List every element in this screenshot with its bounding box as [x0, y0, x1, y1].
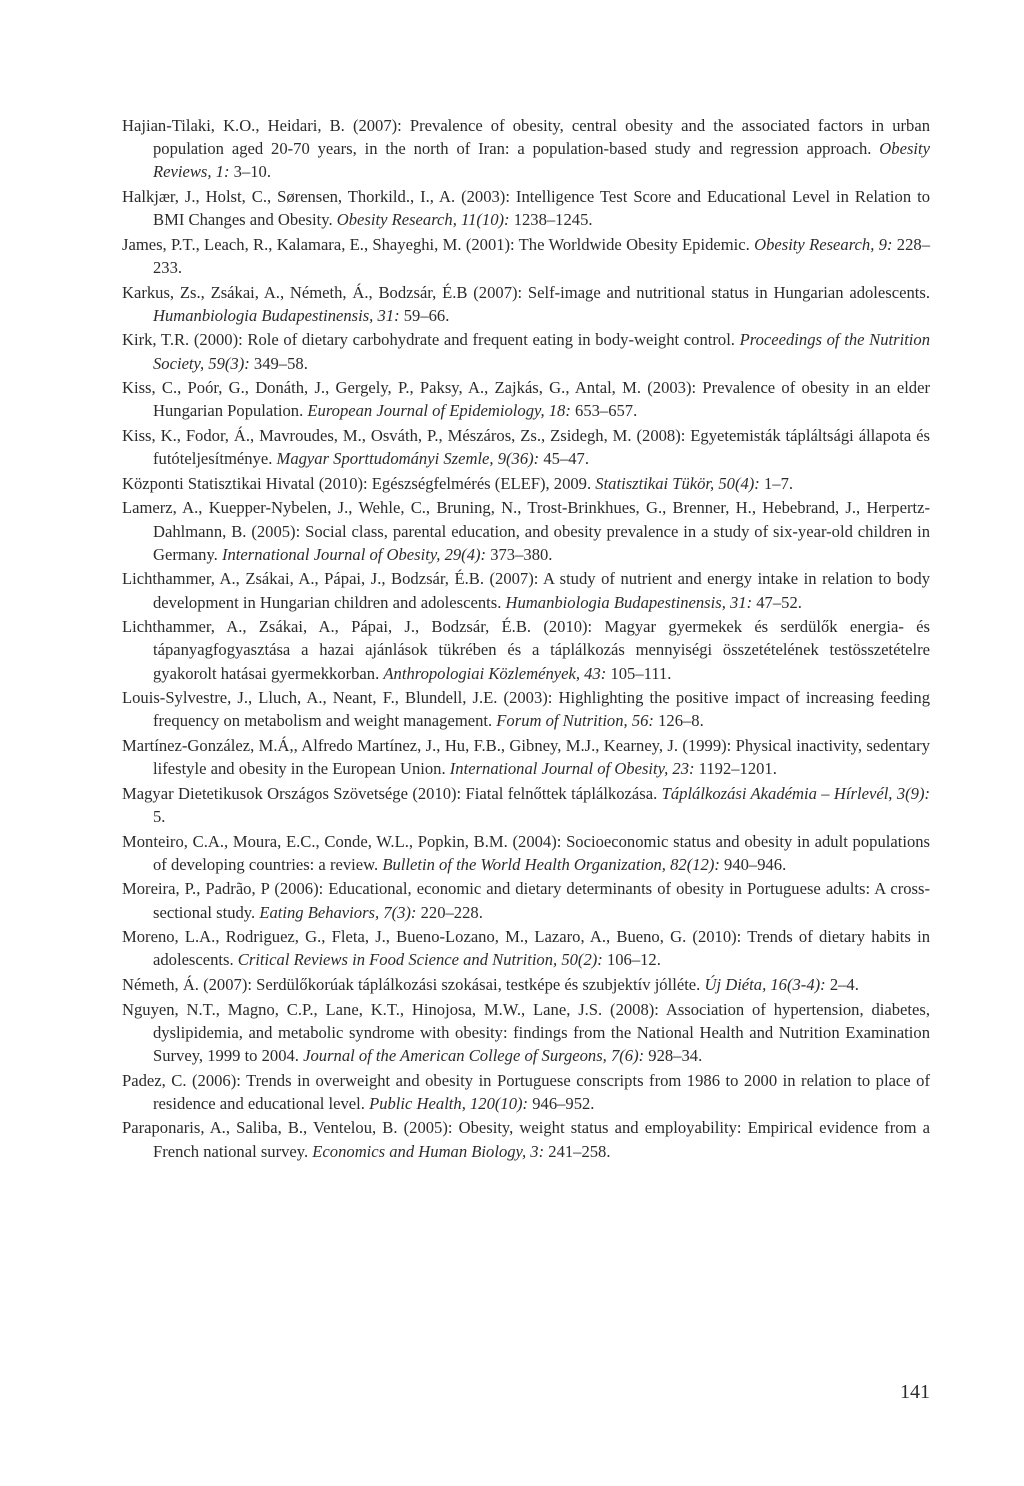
reference-pages: 2–4. — [825, 974, 859, 994]
reference-source: Humanbiologia Budapestinensis, 31: — [153, 305, 400, 325]
reference-entry — [122, 281, 930, 327]
reference-source: Proceedings of the Nutrition Society, 59(3): — [153, 330, 931, 373]
reference-text: James, P.T., Leach, R., Kalamara, E., Shayeghi, M. (2001): The Worldwide Obesity Epidemic. — [122, 234, 755, 254]
reference-pages: 940–946. — [719, 854, 787, 874]
reference-text: Monteiro, C.A., Moura, E.C., Conde, W.L., Popkin, B.M. (2004): Socioeconomic status and obesity in adult populations of developing countries: a review. — [122, 831, 930, 874]
reference-source: Critical Reviews in Food Science and Nutrition, 50(2): — [237, 950, 603, 970]
reference-text: Karkus, Zs., Zsákai, A., Németh, Á., Bodzsár, É.B (2007): Self-image and nutritional status in Hungarian adolescents. — [122, 282, 930, 302]
reference-pages: 126–8. — [653, 711, 704, 731]
reference-pages: 106–12. — [602, 950, 661, 970]
reference-pages: 47–52. — [752, 592, 802, 612]
reference-text: Magyar Dietetikusok Országos Szövetsége (2010): Fiatal felnőttek táplálkozása. — [122, 783, 662, 803]
reference-entry — [122, 233, 930, 279]
reference-text: Paraponaris, A., Saliba, B., Ventelou, B. (2005): Obesity, weight status and employability: Empirical evidence from a French national survey. — [122, 1118, 930, 1161]
reference-pages: 653–657. — [570, 401, 638, 421]
reference-text: Kiss, C., Poór, G., Donáth, J., Gergely, P., Paksy, A., Zajkás, G., Antal, M. (2003): Prevalence of obesity in an elder Hungarian Population. — [122, 378, 930, 421]
reference-entry — [122, 567, 930, 613]
reference-entry — [122, 782, 930, 828]
reference-entry — [122, 925, 930, 971]
reference-text: Lichthammer, A., Zsákai, A., Pápai, J., Bodzsár, É.B. (2007): A study of nutrient and energy intake in relation to body development in Hungarian children and adolescents. — [122, 569, 930, 612]
reference-entry — [122, 973, 930, 996]
reference-source: Obesity Research, 9: — [754, 234, 893, 254]
reference-pages: 1238–1245. — [509, 210, 593, 230]
reference-text: Hajian-Tilaki, K.O., Heidari, B. (2007): Prevalence of obesity, central obesity and the associated factors in urban population aged 20-70 years, in the north of Iran: a population-based study and regression approach. — [122, 116, 930, 159]
reference-pages: 349–58. — [249, 353, 308, 373]
reference-entry — [122, 114, 930, 184]
reference-source: International Journal of Obesity, 23: — [449, 759, 695, 779]
reference-source: Táplálkozási Akadémia – Hírlevél, 3(9): — [661, 783, 931, 803]
reference-entry — [122, 615, 930, 685]
reference-source: International Journal of Obesity, 29(4): — [221, 544, 487, 564]
reference-text: Kirk, T.R. (2000): Role of dietary carbohydrate and frequent eating in body-weight control. — [122, 330, 740, 350]
reference-pages: 45–47. — [539, 449, 589, 469]
reference-entry — [122, 376, 930, 422]
reference-pages: 228–233. — [153, 234, 930, 277]
reference-source: Bulletin of the World Health Organization, 82(12): — [382, 854, 720, 874]
reference-source: Új Diéta, 16(3-4): — [704, 974, 826, 994]
reference-pages: 105–111. — [606, 663, 672, 683]
reference-pages: 220–228. — [416, 902, 483, 922]
reference-pages: 946–952. — [528, 1093, 595, 1113]
reference-text: Martínez-González, M.Á,, Alfredo Martínez, J., Hu, F.B., Gibney, M.J., Kearney, J. (1999): Physical inactivity, sedentary lifestyle and obesity in the European Union. — [122, 735, 930, 779]
reference-source: Eating Behaviors, 7(3): — [259, 902, 417, 922]
reference-pages: 373–380. — [486, 544, 553, 564]
reference-entry — [122, 496, 930, 566]
reference-entry — [122, 998, 930, 1068]
reference-pages: 1192–1201. — [694, 759, 777, 779]
reference-entry — [122, 1069, 930, 1115]
reference-text: Lamerz, A., Kuepper-Nybelen, J., Wehle, C., Bruning, N., Trost-Brinkhues, G., Brenner, H., Hebebrand, J., Herpertz-Dahlmann, B. (2005): Social class, parental education, and obesity prevalence in a study of six-year-old children in Germany. — [122, 498, 930, 564]
reference-source: Obesity Research, 11(10): — [336, 210, 510, 230]
reference-text: Lichthammer, A., Zsákai, A., Pápai, J., Bodzsár, É.B. (2010): Magyar gyermekek és serdülők energia- és tápanyagfogyasztása a hazai ajánlások tükrében és a táplálkozás mennyiségi összetételének testösszetételre gyakorolt hatásai gyermekkorban. — [122, 617, 930, 683]
reference-pages: 3–10. — [229, 162, 271, 182]
reference-text: Moreira, P., Padrão, P (2006): Educational, economic and dietary determinants of obesity in Portuguese adults: A cross-sectional study. — [122, 879, 930, 922]
reference-entry — [122, 1116, 930, 1162]
reference-pages: 5. — [153, 806, 166, 826]
reference-entry — [122, 686, 930, 732]
reference-pages: 241–258. — [544, 1141, 611, 1161]
reference-source: Obesity Reviews, 1: — [153, 139, 930, 182]
page-number: 141 — [900, 1381, 930, 1403]
reference-entry — [122, 472, 930, 495]
reference-text: Kiss, K., Fodor, Á., Mavroudes, M., Osváth, P., Mészáros, Zs., Zsidegh, M. (2008): Egyetemisták tápláltsági állapota és futóteljesítménye. — [122, 425, 930, 469]
reference-text: Nguyen, N.T., Magno, C.P., Lane, K.T., Hinojosa, M.W., Lane, J.S. (2008): Association of hypertension, diabetes, dyslipidemia, and metabolic syndrome with obesity: findings from the National Health and Nutrition Examination Survey, 1999 to 2004. — [122, 999, 930, 1065]
reference-entry — [122, 185, 930, 231]
reference-text: Moreno, L.A., Rodriguez, G., Fleta, J., Bueno-Lozano, M., Lazaro, A., Bueno, G. (2010): Trends of dietary habits in adolescents. — [122, 927, 930, 970]
reference-text: Központi Statisztikai Hivatal (2010): Egészségfelmérés (ELEF), 2009. — [122, 473, 596, 493]
reference-source: Statisztikai Tükör, 50(4): — [595, 473, 760, 493]
reference-pages: 59–66. — [399, 305, 450, 325]
reference-source: Public Health, 120(10): — [369, 1093, 529, 1113]
reference-source: Humanbiologia Budapestinensis, 31: — [505, 592, 753, 612]
reference-entry — [122, 424, 930, 470]
reference-entry — [122, 830, 930, 876]
reference-source: Forum of Nutrition, 56: — [496, 711, 654, 731]
reference-text: Halkjær, J., Holst, C., Sørensen, Thorkild., I., A. (2003): Intelligence Test Score and Educational Level in Relation to BMI Changes and Obesity. — [122, 187, 930, 230]
reference-pages: 1–7. — [759, 473, 794, 493]
reference-text: Padez, C. (2006): Trends in overweight and obesity in Portuguese conscripts from 1986 to 2000 in relation to place of residence and educational level. — [122, 1070, 930, 1113]
reference-pages: 928–34. — [644, 1045, 703, 1065]
reference-entry — [122, 877, 930, 923]
reference-entry — [122, 734, 930, 780]
reference-source: Journal of the American College of Surgeons, 7(6): — [303, 1045, 645, 1065]
reference-source: Anthropologiai Közlemények, 43: — [383, 663, 607, 683]
reference-text: Németh, Á. (2007): Serdülőkorúak táplálkozási szokásai, testképe és szubjektív jólléte. — [122, 974, 705, 994]
reference-source: Economics and Human Biology, 3: — [312, 1141, 545, 1161]
reference-source: Magyar Sporttudományi Szemle, 9(36): — [276, 449, 540, 469]
reference-source: European Journal of Epidemiology, 18: — [307, 401, 571, 421]
reference-list — [122, 114, 930, 1164]
reference-entry — [122, 328, 930, 374]
reference-text: Louis-Sylvestre, J., Lluch, A., Neant, F., Blundell, J.E. (2003): Highlighting the positive impact of increasing feeding frequency on metabolism and weight management. — [122, 688, 930, 731]
